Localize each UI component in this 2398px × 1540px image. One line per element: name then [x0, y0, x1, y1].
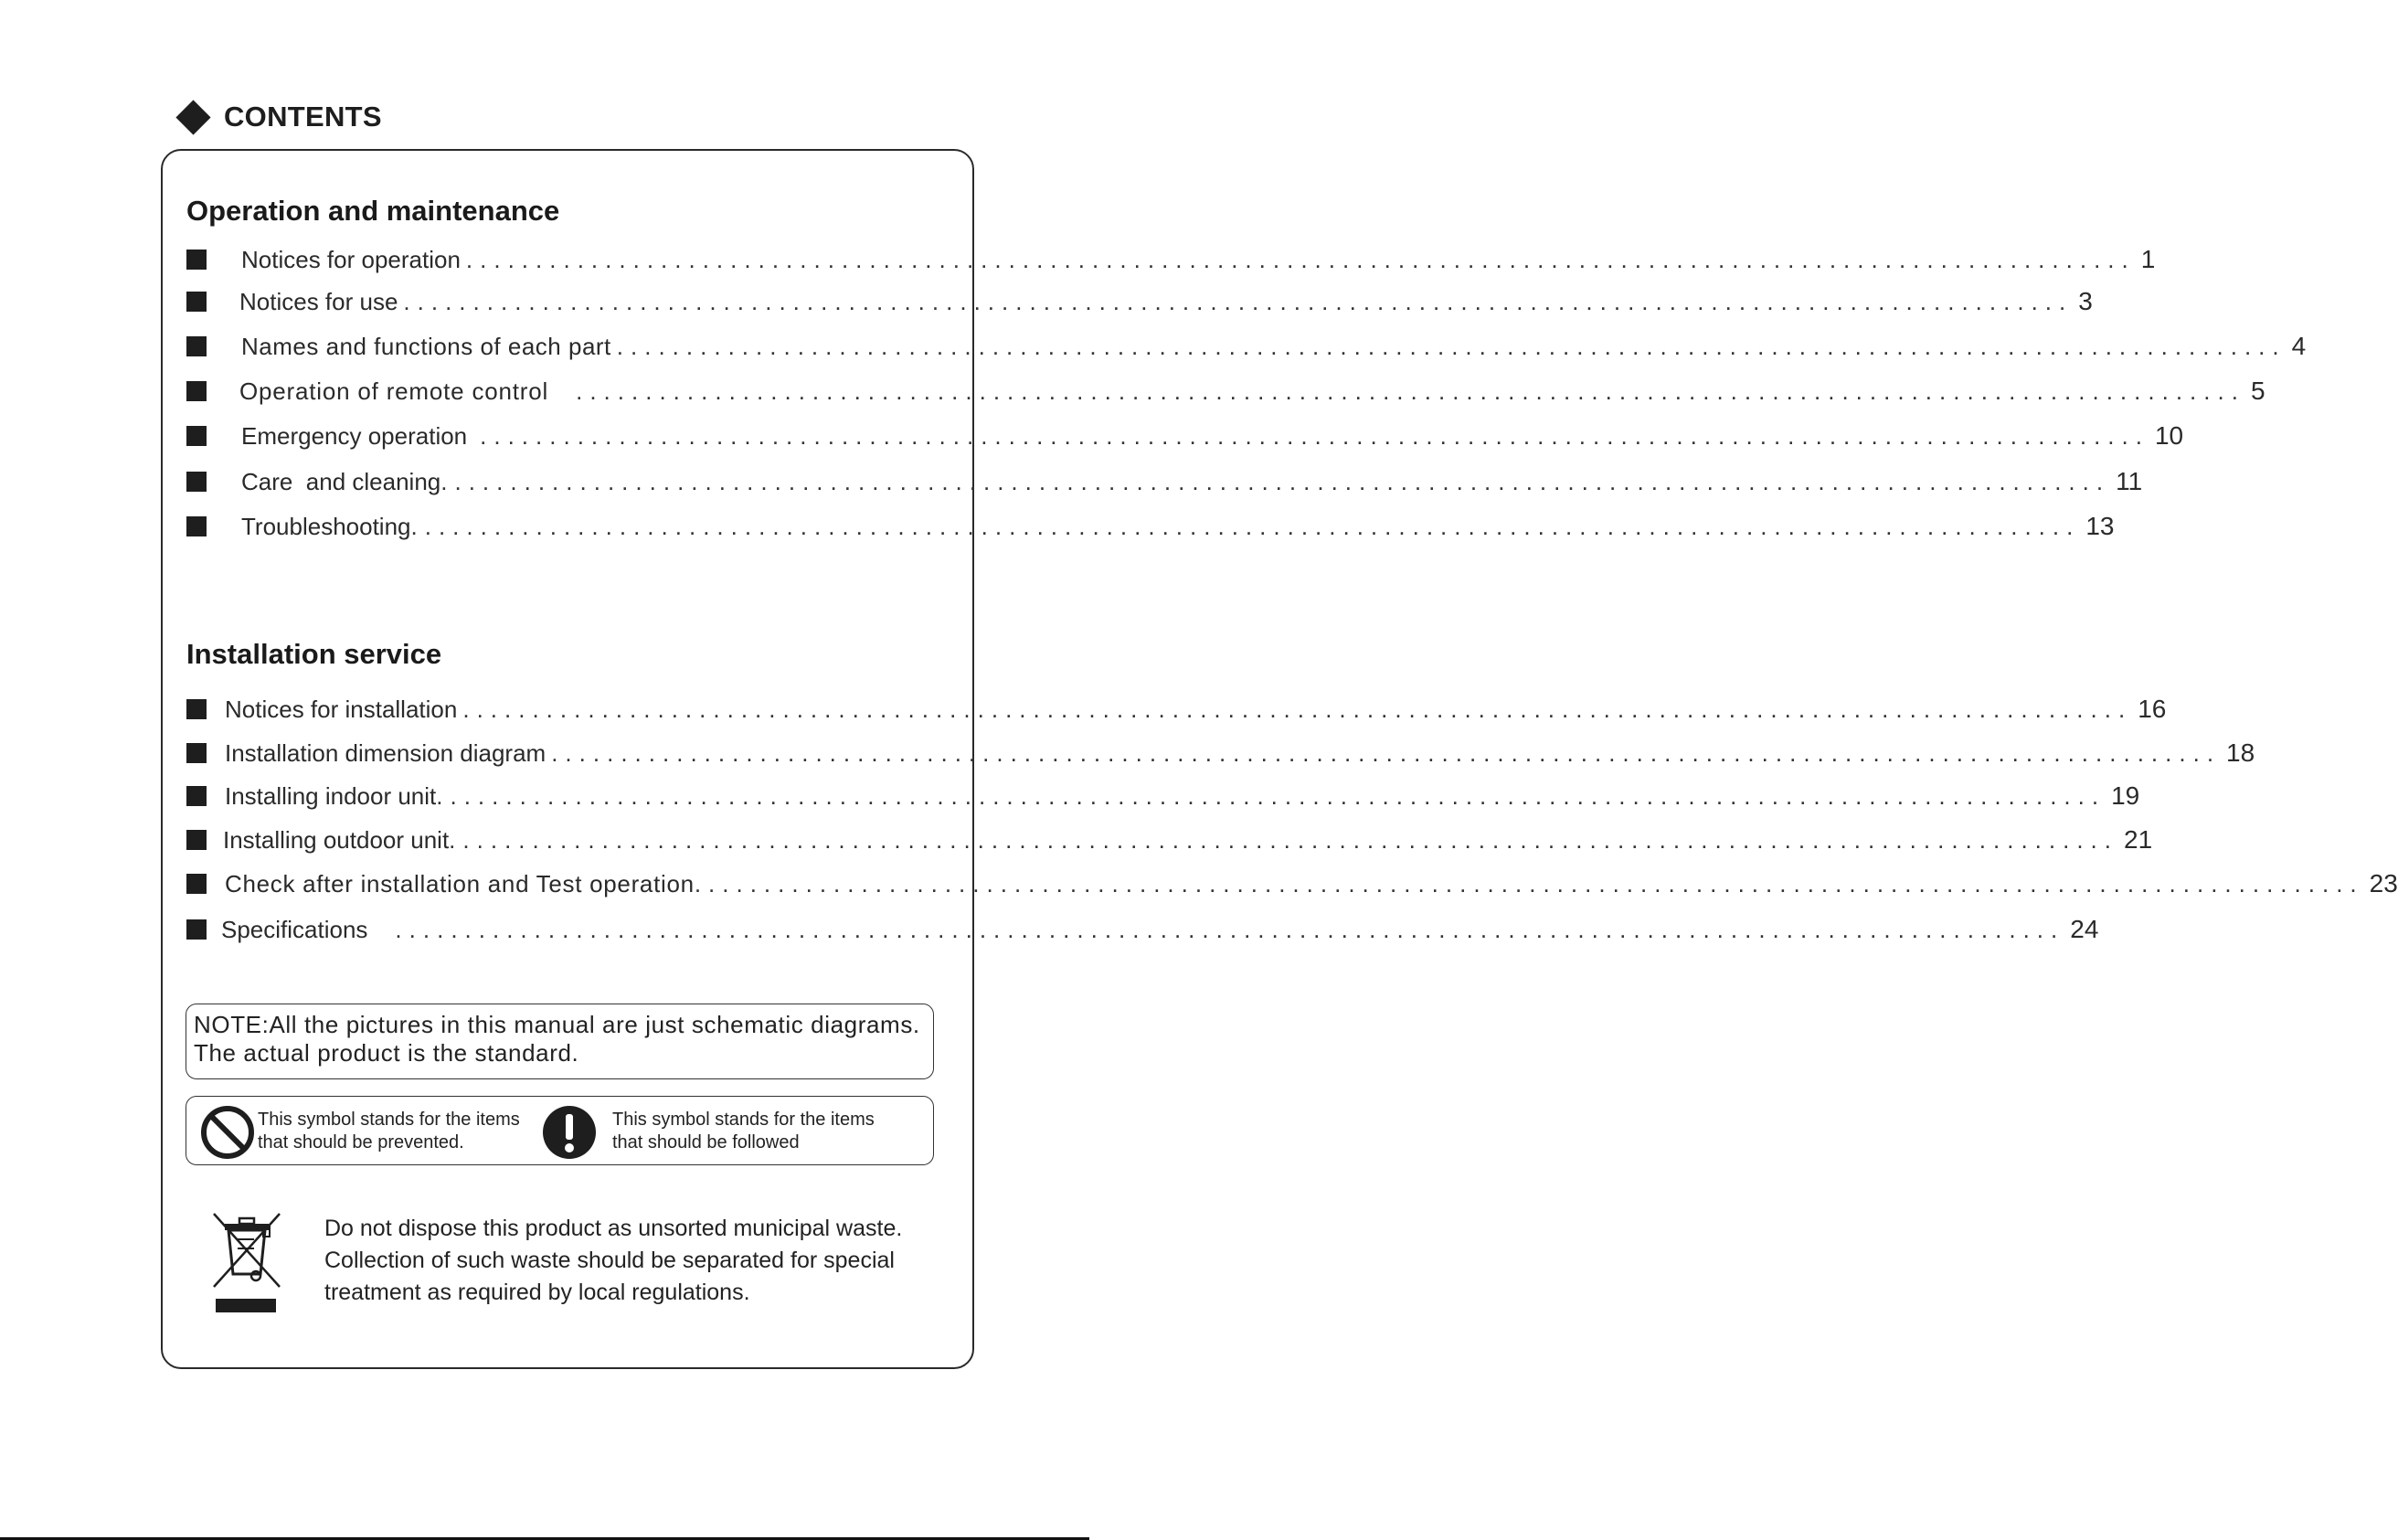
dot-leader: ........................................................................................................................ [436, 782, 2106, 810]
square-bullet-icon [186, 426, 207, 446]
toc-page-number: 18 [2226, 738, 2255, 767]
toc-page-number: 24 [2070, 915, 2099, 943]
dot-leader: ........................................................................................................................ [410, 513, 2081, 540]
dot-leader: ........................................................................................................................ [551, 739, 2222, 767]
toc-page-number: 13 [2085, 512, 2115, 540]
note-line-1: NOTE:All the pictures in this manual are just schematic diagrams. [194, 1011, 920, 1038]
square-bullet-icon [186, 516, 207, 536]
toc-page-number: 23 [2369, 869, 2398, 897]
exclamation-icon [541, 1104, 598, 1161]
toc-entry[interactable] [186, 694, 2167, 725]
toc-entry[interactable] [186, 824, 2153, 855]
toc-label: Installation dimension diagram [225, 739, 546, 767]
prevented-line-2: that should be prevented. [258, 1132, 464, 1152]
dot-leader: ........................................................................................................................ [465, 246, 2136, 273]
section-title-installation: Installation service [186, 638, 442, 670]
followed-line-2: that should be followed [612, 1132, 800, 1152]
dot-leader: ........................................................................................................................ [462, 696, 2133, 723]
toc-entry[interactable] [186, 868, 2398, 899]
square-bullet-icon [186, 292, 207, 312]
toc-entry[interactable] [186, 420, 2184, 451]
toc-label: Specifications [221, 916, 368, 943]
disposal-line-2: Collection of such waste should be separated for special [324, 1248, 895, 1273]
dot-leader: ........................................................................................................................ [449, 826, 2119, 854]
toc-entry[interactable] [186, 914, 2099, 945]
toc-entry[interactable] [186, 511, 2115, 542]
symbol-legend-box [186, 1096, 934, 1165]
square-bullet-icon [186, 250, 207, 270]
toc-entry[interactable] [186, 244, 2156, 275]
toc-label: Notices for installation [225, 696, 458, 723]
toc-page-number: 19 [2111, 781, 2140, 810]
toc-page-number: 5 [2250, 377, 2265, 405]
prevented-line-1: This symbol stands for the items [258, 1110, 520, 1130]
dot-leader: ........................................................................................................................ [616, 333, 2287, 360]
square-bullet-icon [186, 830, 207, 850]
note-box [186, 1004, 934, 1079]
toc-entry[interactable] [186, 331, 2307, 362]
toc-entry[interactable] [186, 781, 2140, 812]
toc-label: Check after installation and Test operation [225, 870, 695, 897]
toc-label: Care and cleaning [241, 468, 441, 495]
page-title: CONTENTS [224, 101, 382, 133]
crossed-out-wheelie-bin-icon [210, 1210, 283, 1315]
square-bullet-icon [186, 919, 207, 940]
prevented-description [258, 1109, 520, 1154]
toc-page-number: 1 [2140, 245, 2156, 273]
toc-label: Installing outdoor unit [223, 826, 450, 854]
dot-leader: ........................................................................................................................ [403, 288, 2074, 315]
contents-header [181, 101, 382, 133]
square-bullet-icon [186, 743, 207, 763]
dot-leader: ........................................................................................................................ [694, 870, 2364, 897]
toc-label: Operation of remote control [239, 377, 549, 405]
toc-page-number: 4 [2291, 332, 2307, 360]
dot-leader: ........................................................................................................................ [480, 422, 2149, 450]
note-line-2: The actual product is the standard. [194, 1039, 579, 1067]
toc-label: Troubleshooting [241, 513, 411, 540]
toc-page-number: 10 [2154, 421, 2184, 450]
toc-entry[interactable] [186, 738, 2255, 769]
toc-entry[interactable] [186, 376, 2265, 407]
section-title-operation: Operation and maintenance [186, 195, 560, 227]
toc-entry[interactable] [186, 466, 2143, 497]
disposal-line-3: treatment as required by local regulations. [324, 1280, 750, 1305]
toc-entry[interactable] [186, 286, 2093, 317]
toc-label: Notices for operation [241, 246, 461, 273]
followed-description [612, 1109, 875, 1154]
square-bullet-icon [186, 381, 207, 401]
toc-label: Names and functions of each part [241, 333, 611, 360]
toc-label: Emergency operation [241, 422, 468, 450]
square-bullet-icon [186, 786, 207, 806]
toc-page-number: 16 [2138, 695, 2167, 723]
prohibition-icon [199, 1104, 256, 1161]
dot-leader: ........................................................................................................................ [440, 468, 2111, 495]
disposal-notice [324, 1213, 946, 1309]
toc-page-number: 11 [2116, 467, 2143, 495]
square-bullet-icon [186, 336, 207, 356]
square-bullet-icon [186, 699, 207, 719]
followed-line-1: This symbol stands for the items [612, 1110, 875, 1130]
square-bullet-icon [186, 472, 207, 492]
diamond-bullet-icon [175, 100, 210, 134]
toc-label: Notices for use [239, 288, 398, 315]
square-bullet-icon [186, 874, 207, 894]
toc-page-number: 21 [2124, 825, 2153, 854]
toc-label: Installing indoor unit [225, 782, 437, 810]
toc-page-number: 3 [2078, 287, 2093, 315]
dot-leader: ........................................................................................................................ [395, 916, 2065, 943]
disposal-line-1: Do not dispose this product as unsorted municipal waste. [324, 1216, 903, 1241]
dot-leader: ........................................................................................................................ [576, 377, 2245, 405]
